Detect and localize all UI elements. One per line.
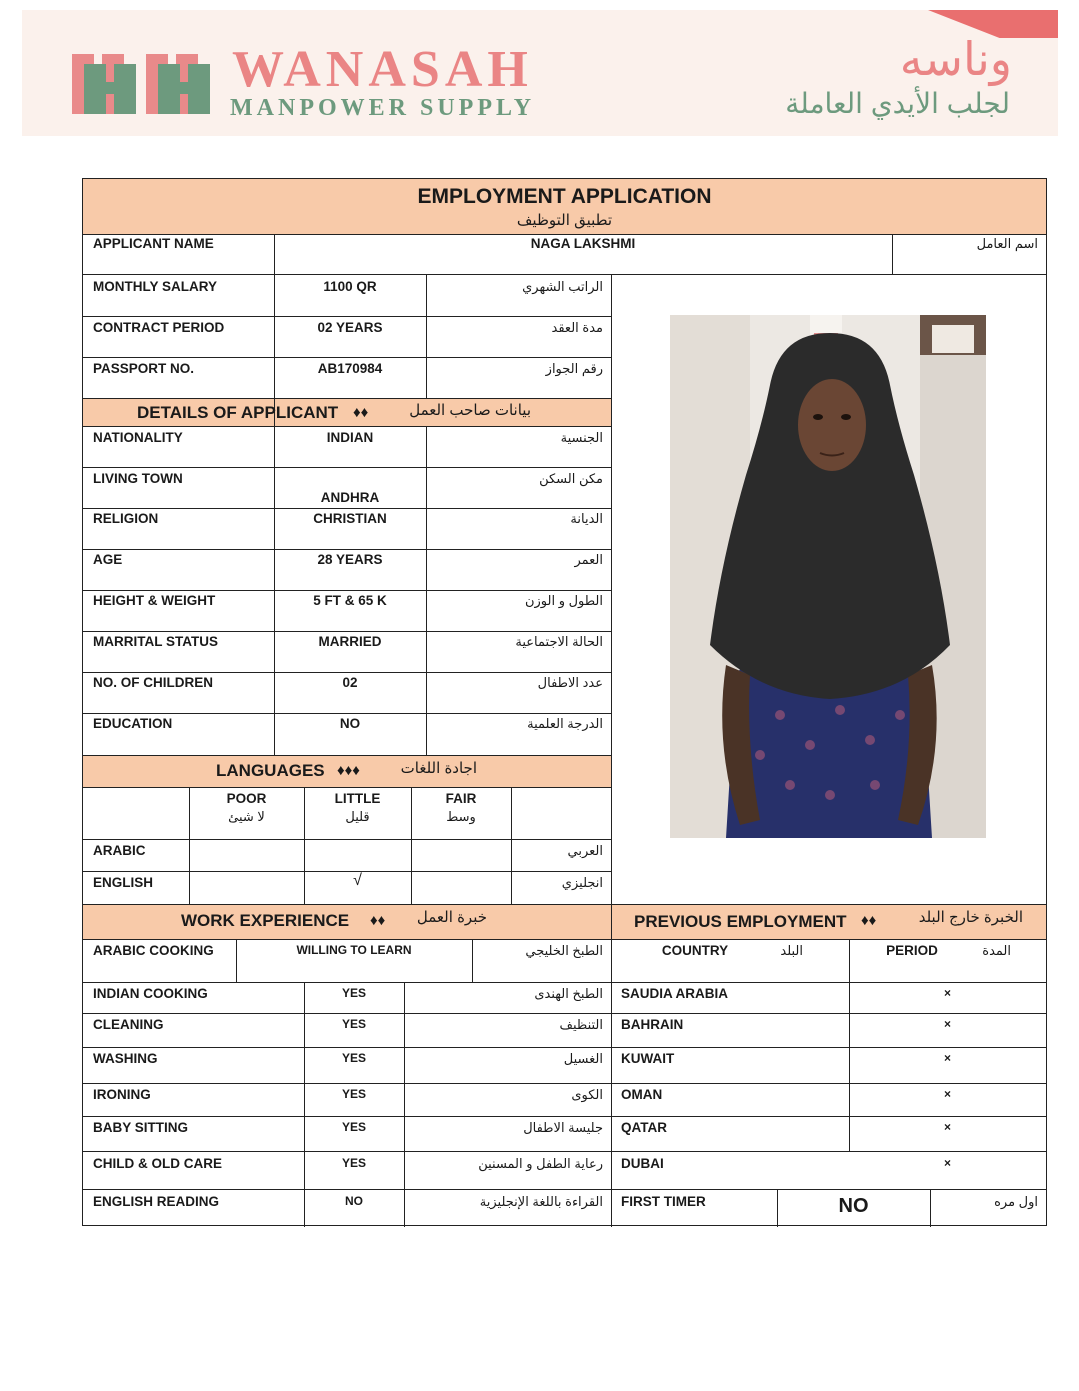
country-qatar: QATAR [621, 1120, 667, 1135]
first-timer-label: FIRST TIMER [621, 1194, 706, 1209]
cleaning-label: CLEANING [93, 1017, 164, 1032]
previous-employment-heading: PREVIOUS EMPLOYMENT [634, 912, 847, 931]
baby-sitting-label-arabic: جليسة الاطفال [523, 1120, 603, 1135]
washing-label-arabic: الغسيل [563, 1051, 603, 1066]
applicant-photo [670, 315, 986, 838]
languages-heading-arabic: اجادة اللغات [400, 760, 477, 777]
work-experience-heading-arabic: خبرة العمل [416, 909, 487, 926]
arabic-cooking-label: ARABIC COOKING [93, 943, 214, 958]
brand-name-arabic: وناسه [899, 32, 1012, 86]
marital-status-value: MARRIED [318, 634, 382, 649]
country-kuwait: KUWAIT [621, 1051, 675, 1066]
little-column-header-arabic: قليل [345, 809, 370, 824]
details-diamonds-icon: ♦♦ [353, 404, 369, 421]
monthly-salary-label-arabic: الراتب الشهري [522, 279, 603, 294]
age-label: AGE [93, 552, 123, 567]
languages-heading: LANGUAGES [216, 761, 325, 780]
period-column-header: PERIOD [886, 943, 938, 958]
arabic-cooking-value: WILLING TO LEARN [296, 943, 412, 957]
ironing-value: YES [341, 1087, 366, 1101]
education-label-arabic: الدرجة العلمية [527, 716, 603, 731]
form-title: EMPLOYMENT APPLICATION [417, 185, 712, 208]
languages-diamonds-icon: ♦♦♦ [337, 762, 360, 779]
english-language-label: ENGLISH [93, 875, 154, 890]
arabic-language-label: ARABIC [93, 843, 146, 858]
nationality-value: INDIAN [326, 430, 374, 445]
period-bahrain: × [943, 1017, 951, 1031]
height-weight-label: HEIGHT & WEIGHT [93, 593, 216, 608]
country-column-header: COUNTRY [661, 943, 729, 958]
english-reading-label: ENGLISH READING [93, 1194, 220, 1209]
form-title-arabic: تطبيق التوظيف [516, 212, 613, 229]
first-timer-value: NO [838, 1195, 869, 1217]
previous-employment-heading-arabic: الخبرة خارج البلد [918, 909, 1023, 926]
previous-employment-diamonds-icon: ♦♦ [861, 912, 877, 929]
country-column-header-arabic: البلد [780, 943, 803, 958]
work-experience-diamonds-icon: ♦♦ [370, 912, 386, 929]
religion-value: CHRISTIAN [313, 511, 387, 526]
nationality-label: NATIONALITY [93, 430, 183, 445]
country-oman: OMAN [621, 1087, 663, 1102]
fair-column-header: FAIR [445, 791, 477, 806]
baby-sitting-label: BABY SITTING [93, 1120, 189, 1135]
nationality-label-arabic: الجنسية [560, 430, 603, 445]
living-town-label-arabic: مكن السكن [539, 471, 603, 486]
education-label: EDUCATION [93, 716, 173, 731]
passport-no-label: PASSPORT NO. [93, 361, 195, 376]
children-label-arabic: عدد الاطفال [537, 675, 603, 690]
little-column-header: LITTLE [334, 791, 381, 806]
education-value: NO [339, 716, 361, 731]
period-qatar: × [943, 1120, 951, 1134]
cleaning-label-arabic: التنظيف [559, 1017, 603, 1032]
ironing-label: IRONING [93, 1087, 151, 1102]
indian-cooking-label-arabic: الطبخ الهندى [534, 986, 603, 1001]
details-heading: DETAILS OF APPLICANT [137, 403, 339, 422]
living-town-label: LIVING TOWN [93, 471, 183, 486]
english-reading-label-arabic: القراءة باللغة الإنجليزية [479, 1194, 603, 1209]
arabic-language-label-arabic: العربي [567, 843, 603, 858]
company-banner [22, 10, 1058, 136]
applicant-name-value: NAGA LAKSHMI [530, 236, 636, 251]
marital-status-label: MARRITAL STATUS [93, 634, 218, 649]
passport-no-label-arabic: رقم الجواز [545, 361, 603, 376]
children-label: NO. OF CHILDREN [93, 675, 213, 690]
marital-status-label-arabic: الحالة الاجتماعية [515, 634, 603, 649]
english-language-label-arabic: انجليزي [561, 875, 603, 890]
country-saudia-arabia: SAUDIA ARABIA [621, 986, 728, 1001]
religion-label-arabic: الديانة [570, 511, 603, 526]
period-oman: × [943, 1087, 951, 1101]
indian-cooking-label: INDIAN COOKING [93, 986, 208, 1001]
english-reading-value: NO [345, 1194, 363, 1208]
child-old-care-label: CHILD & OLD CARE [93, 1156, 222, 1171]
age-value: 28 YEARS [317, 552, 383, 567]
baby-sitting-value: YES [341, 1120, 366, 1134]
ironing-label-arabic: الكوى [571, 1087, 603, 1102]
child-old-care-value: YES [341, 1156, 366, 1170]
brand-tagline: MANPOWER SUPPLY [230, 95, 536, 121]
passport-no-value: AB170984 [317, 361, 383, 376]
washing-value: YES [341, 1051, 366, 1065]
monthly-salary-value: 1100 QR [323, 279, 377, 294]
period-kuwait: × [943, 1051, 951, 1065]
applicant-name-label: APPLICANT NAME [93, 236, 214, 251]
period-saudia-arabia: × [943, 986, 951, 1000]
living-town-value: ANDHRA [320, 490, 380, 505]
contract-period-label: CONTRACT PERIOD [93, 320, 225, 335]
washing-label: WASHING [93, 1051, 158, 1066]
brand-name: WANASAH [232, 41, 533, 98]
contract-period-label-arabic: مدة العقد [551, 320, 603, 335]
child-old-care-label-arabic: رعاية الطفل و المسنين [478, 1156, 603, 1171]
details-heading-arabic: بيانات صاحب العمل [409, 402, 531, 419]
country-bahrain: BAHRAIN [621, 1017, 684, 1032]
period-column-header-arabic: المدة [982, 943, 1011, 958]
cleaning-value: YES [341, 1017, 366, 1031]
applicant-name-label-arabic: اسم العامل [976, 236, 1038, 251]
age-label-arabic: العمر [574, 552, 603, 567]
wanasah-logo-icon [72, 46, 222, 116]
period-dubai: × [943, 1156, 951, 1170]
children-value: 02 [342, 675, 358, 690]
indian-cooking-value: YES [341, 986, 366, 1000]
first-timer-label-arabic: اول مره [994, 1194, 1038, 1209]
work-experience-heading: WORK EXPERIENCE [181, 911, 350, 930]
height-weight-label-arabic: الطول و الوزن [524, 593, 603, 608]
poor-column-header: POOR [226, 791, 267, 806]
monthly-salary-label: MONTHLY SALARY [93, 279, 218, 294]
fair-column-header-arabic: وسط [446, 809, 476, 824]
religion-label: RELIGION [93, 511, 159, 526]
english-little-check-icon: √ [353, 872, 362, 889]
arabic-cooking-label-arabic: الطبخ الخليجي [525, 943, 603, 958]
poor-column-header-arabic: لا شيئ [228, 809, 265, 824]
height-weight-value: 5 FT & 65 K [313, 593, 387, 608]
brand-tagline-arabic: لجلب الأيدي العاملة [785, 88, 1010, 119]
country-dubai: DUBAI [621, 1156, 664, 1171]
contract-period-value: 02 YEARS [317, 320, 383, 335]
